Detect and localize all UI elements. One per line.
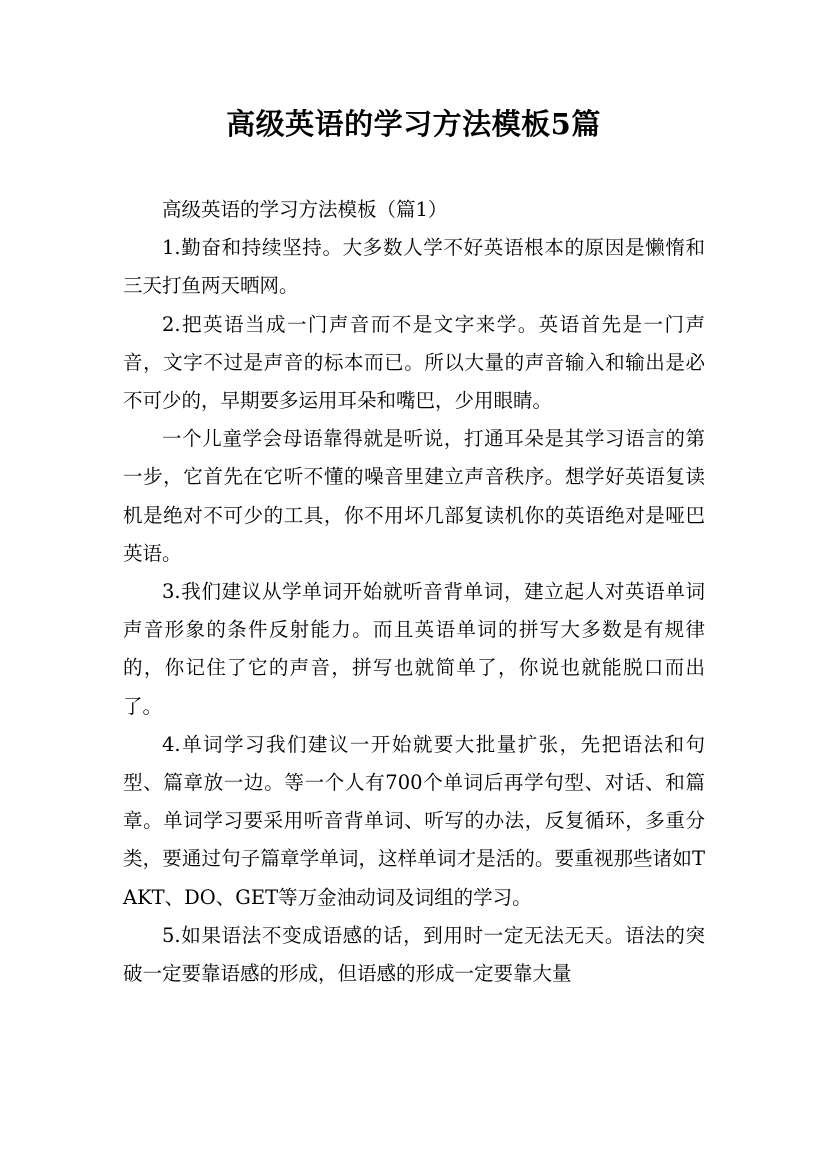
paragraph-2: 2.把英语当成一门声音而不是文字来学。英语首先是一门声音，文字不过是声音的标本而已。所以大量的声音输入和输出是必不可少的，早期要多运用耳朵和嘴巴，少用眼睛。 <box>123 312 705 413</box>
section-heading: 高级英语的学习方法模板（篇1） <box>162 198 448 221</box>
document-body <box>123 191 705 993</box>
paragraph-4: 3.我们建议从学单词开始就听音背单词，建立起人对英语单词声音形象的条件反射能力。而且英语单词的拼写大多数是有规律的，你记住了它的声音，拼写也就简单了，你说也就能脱口而出了。 <box>123 580 705 718</box>
paragraph-1: 1.勤奋和持续坚持。大多数人学不好英语根本的原因是懒惰和三天打鱼两天晒网。 <box>123 236 705 298</box>
paragraph-3: 一个儿童学会母语靠得就是听说，打通耳朵是其学习语言的第一步，它首先在它听不懂的噪音里建立声音秩序。想学好英语复读机是绝对不可少的工具，你不用坏几部复读机你的英语绝对是哑巴英语。 <box>123 427 705 565</box>
paragraph-5: 4.单词学习我们建议一开始就要大批量扩张，先把语法和句型、篇章放一边。等一个人有700个单词后再学句型、对话、和篇章。单词学习要采用听音背单词、听写的办法，反复循环，多重分类，要通过句子篇章学单词，这样单词才是活的。要重视那些诸如TAKT、DO、GET等万金油动词及词组的学习。 <box>123 732 705 909</box>
document-title: 高级英语的学习方法模板5篇 <box>226 107 601 141</box>
paragraph-6: 5.如果语法不变成语感的话，到用时一定无法无天。语法的突破一定要靠语感的形成，但语感的形成一定要靠大量 <box>123 923 705 986</box>
